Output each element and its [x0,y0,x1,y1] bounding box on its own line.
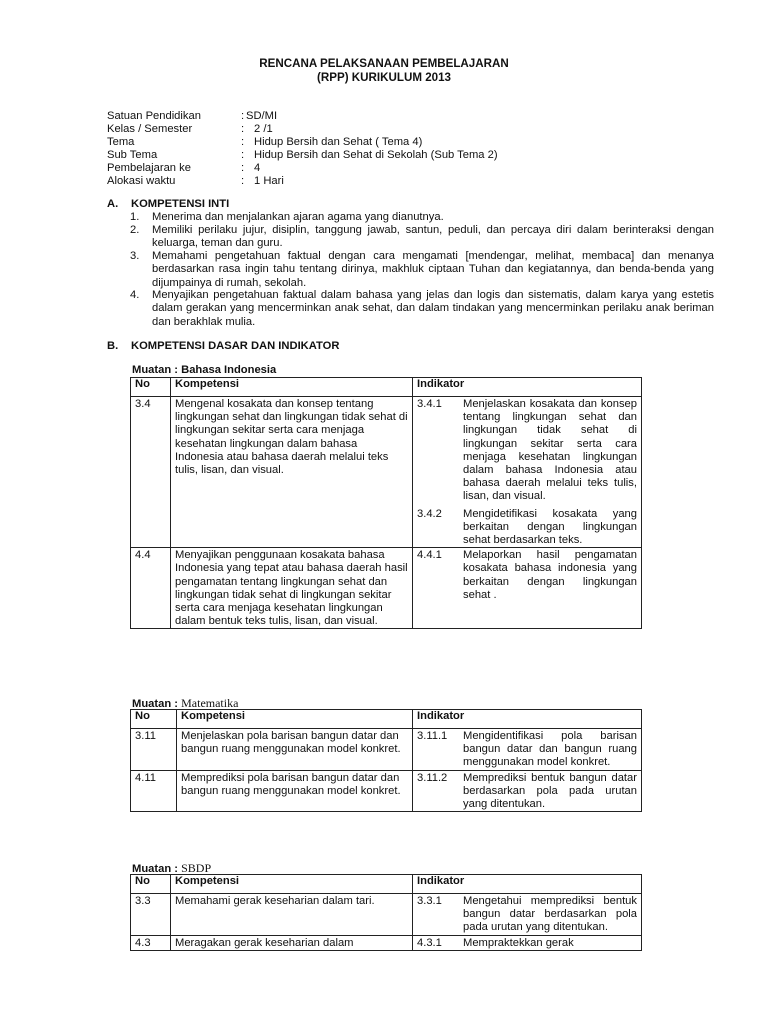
indikator-item [417,549,637,602]
indikator-text: Menjelaskan kosakata dan konsep tentang lingkungan sehat dan lingkungan tidak sehat di lingkungan sekitar serta cara menjaga kesehatan lingkungan dalam bahasa Indonesia atau bahasa daerah melalui teks tulis, lisan, dan visual. [463,398,637,503]
cell-kompetensi: Menyajikan penggunaan kosakata bahasa Indonesia yang tepat atau bahasa daerah hasil pengamatan tentang lingkungan sehat dan lingkungan tidak sehat di lingkungan sekitar serta cara menjaga kesehatan lingkungan dalam bentuk teks tulis, lisan, dan visual. [171,548,413,629]
indikator-item [417,937,637,950]
table-row [131,729,642,771]
indikator-text: Mengetahui memprediksi bentuk bangun datar berdasarkan pola pada urutan yang ditentukan. [463,895,637,934]
document-title-line-1: RENCANA PELAKSANAAN PEMBELAJARAN [259,57,509,70]
meta-separator: : [241,136,245,148]
header-indikator: Indikator [413,378,642,397]
ki-item-2 [130,224,714,251]
header-kompetensi: Kompetensi [171,378,413,397]
muatan-key: Muatan : [132,364,178,376]
indikator-code: 4.4.1 [417,549,442,562]
indikator-item [417,895,637,935]
ki-text: Memahami pengetahuan faktual dengan cara mengamati [mendengar, melihat, membaca] dan menanya berdasarkan rasa ingin tahu tentang dirinya, makhluk ciptaan Tuhan dan kegiatannya, dan benda-benda yang dijumpainya di rumah, sekolah. [152,250,714,289]
header-no: No [131,378,171,397]
meta-value: 4 [254,162,261,174]
ki-number: 1. [130,211,140,223]
section-letter: A. [107,198,119,210]
indikator-code: 4.3.1 [417,936,442,949]
ki-number: 2. [130,224,140,236]
table-row [131,397,642,548]
ki-text: Menyajikan pengetahuan faktual dalam bahasa yang jelas dan logis dan sistematis, dalam karya yang estetis dalam gerakan yang mencerminkan anak sehat, dan dalam tindakan yang mencerminkan perilaku anak beriman dan berakhlak mulia. [152,289,714,328]
ki-text: Memiliki perilaku jujur, disiplin, tanggung jawab, santun, peduli, dan percaya diri dalam berinteraksi dengan keluarga, teman dan guru. [152,224,714,250]
cell-no: 4.4 [131,548,171,629]
header-no: No [131,875,171,894]
meta-separator: : [241,110,245,122]
meta-label: Satuan Pendidikan [107,110,201,122]
header-no: No [131,710,177,729]
section-title: KOMPETENSI DASAR DAN INDIKATOR [131,340,340,352]
header-indikator: Indikator [413,875,642,894]
table-header-row [131,378,642,397]
indikator-item [417,398,637,504]
muatan-subject: Matematika [181,696,239,710]
table-header-row [131,710,642,729]
table-header-row [131,875,642,894]
sbdp-table-clip [0,874,768,964]
header-kompetensi: Kompetensi [171,875,413,894]
table-row [131,935,642,950]
indikator-text: Mengidetifikasi kosakata yang berkaitan dengan lingkungan sehat berdasarkan teks. [463,507,637,547]
indikator-item [417,508,637,548]
header-kompetensi: Kompetensi [177,710,413,729]
meta-separator: : [241,162,245,174]
meta-separator: : [241,123,245,135]
muatan-subject: Bahasa Indonesia [181,364,277,376]
cell-indikator [413,397,642,548]
kd-table-bahasa-indonesia [130,377,642,629]
ki-item-1 [130,211,714,224]
indikator-code: 3.11.1 [417,730,448,742]
section-title: KOMPETENSI INTI [131,198,230,210]
cell-indikator [413,729,642,771]
cell-no: 3.11 [131,729,177,771]
cell-indikator [413,935,642,950]
meta-label: Kelas / Semester [107,123,193,135]
table-row [131,770,642,812]
meta-label: Sub Tema [107,149,158,161]
cell-no: 3.4 [131,397,171,548]
muatan-subject: SBDP [181,861,212,875]
cell-no: 3.3 [131,894,171,936]
ki-text: Menerima dan menjalankan ajaran agama yang dianutnya. [152,211,444,223]
cell-kompetensi: Meragakan gerak keseharian dalam [171,935,413,950]
muatan-key: Muatan : [132,698,178,710]
cell-no: 4.3 [131,935,171,950]
meta-value: Hidup Bersih dan Sehat ( Tema 4) [254,136,423,148]
kd-table-sbdp [130,874,642,951]
indikator-code: 3.4.1 [417,398,442,410]
header-indikator: Indikator [413,710,642,729]
meta-label: Pembelajaran ke [107,162,191,174]
cell-kompetensi: Memprediksi pola barisan bangun datar dan bangun ruang menggunakan model konkret. [177,770,413,812]
cell-kompetensi: Memahami gerak keseharian dalam tari. [171,894,413,936]
indikator-item [417,730,637,770]
meta-label: Tema [107,136,135,148]
ki-item-4 [130,289,714,329]
cell-kompetensi: Menjelaskan pola barisan bangun datar dan bangun ruang menggunakan model konkret. [177,729,413,771]
ki-number: 3. [130,250,140,262]
meta-value: Hidup Bersih dan Sehat di Sekolah (Sub Tema 2) [254,149,498,161]
muatan-label-bahasa-indonesia [132,364,276,376]
indikator-text: Mempraktekkan gerak [463,936,574,949]
cell-no: 4.11 [131,770,177,812]
cell-kompetensi: Mengenal kosakata dan konsep tentang lingkungan sehat dan lingkungan tidak sehat di lingkungan sekitar serta cara menjaga kesehatan lingkungan dalam bahasa Indonesia atau bahasa daerah melalui teks tulis, lisan, dan visual. [171,397,413,548]
indikator-text: Memprediksi bentuk bangun datar berdasarkan pola pada urutan yang ditentukan. [463,771,637,811]
cell-indikator [413,770,642,812]
cell-indikator [413,894,642,936]
indikator-code: 3.4.2 [417,507,442,520]
section-letter: B. [107,340,119,352]
indikator-text: Melaporkan hasil pengamatan kosakata bahasa indonesia yang berkaitan dengan lingkungan sehat . [463,549,637,601]
document-title-line-2: (RPP) KURIKULUM 2013 [317,71,451,84]
kd-table-matematika [130,709,642,812]
cell-indikator [413,548,642,629]
indikator-code: 3.3.1 [417,895,442,907]
indikator-text: Mengidentifikasi pola barisan bangun datar dan bangun ruang menggunakan model konkret. [463,730,637,769]
indikator-code: 3.11.2 [417,771,448,784]
meta-value: 2 /1 [254,123,273,135]
meta-separator: : [241,149,245,161]
meta-separator: : [241,175,245,187]
meta-value: SD/MI [246,110,278,122]
ki-item-3 [130,250,714,290]
table-row [131,548,642,629]
ki-number: 4. [130,289,140,301]
meta-value: 1 Hari [254,175,284,187]
table-row [131,894,642,936]
meta-label: Alokasi waktu [107,175,176,187]
muatan-key: Muatan : [132,863,178,875]
indikator-item [417,772,637,812]
